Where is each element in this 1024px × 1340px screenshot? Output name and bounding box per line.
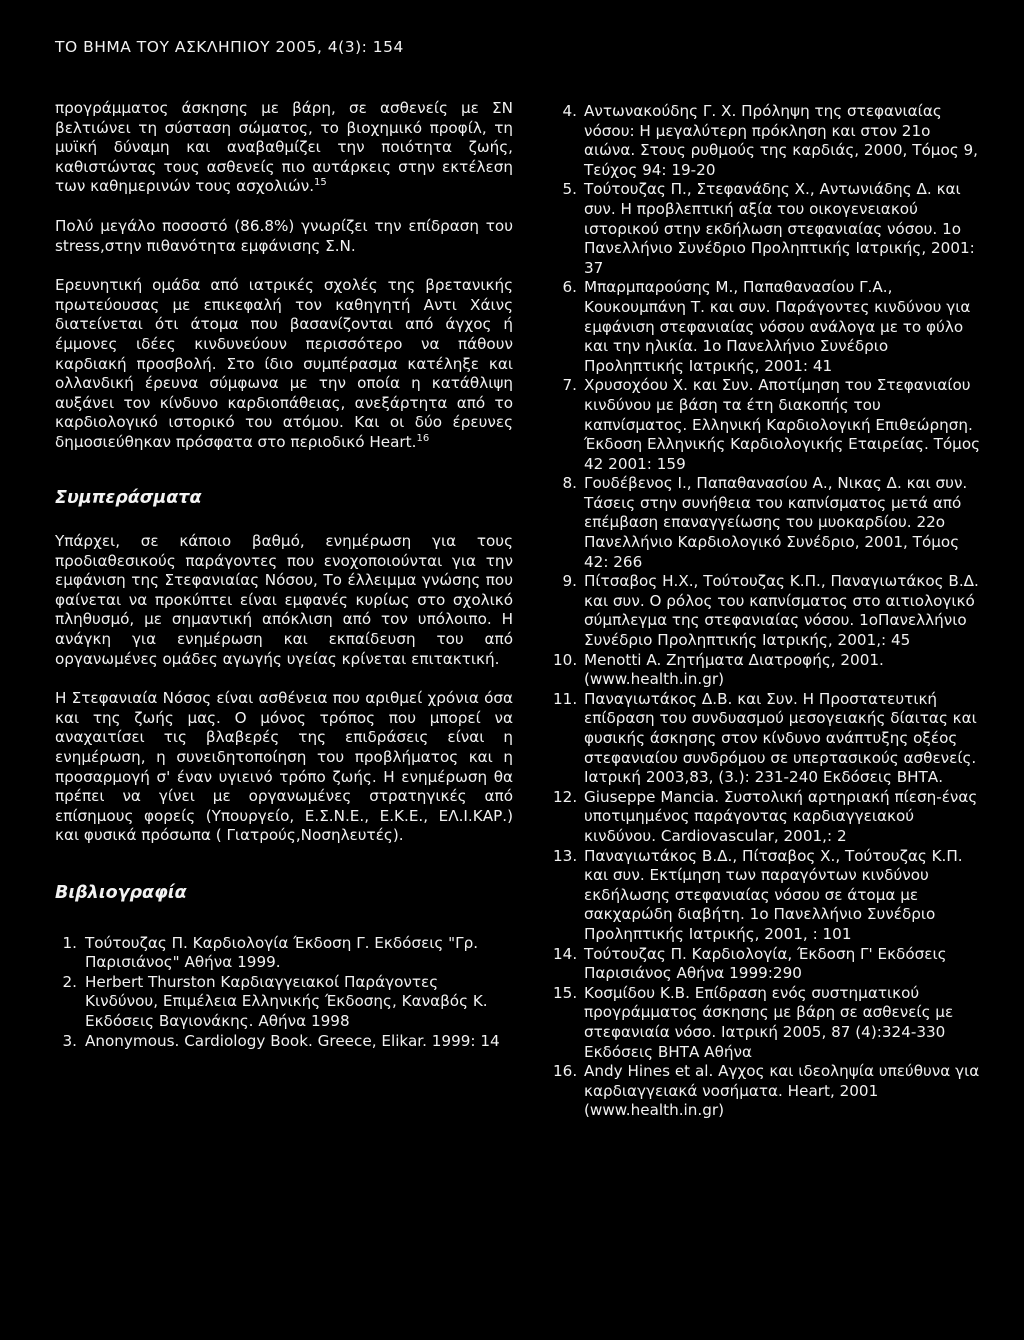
- reference-item: [553, 376, 983, 474]
- reference-text: Κοσμίδου Κ.Β. Επίδραση ενός συστηματικού προγράμματος άσκησης με βάρη σε ασθενείς με στεφανιαία νόσο. Ιατρική 2005, 87 (4):324-330 Εκδόσεις ΒΗΤΑ Αθήνα: [584, 983, 954, 1061]
- reference-item: [553, 651, 983, 690]
- body-paragraph: προγράμματος άσκησης με βάρη, σε ασθενείς με ΣΝ βελτιώνει τη σύσταση σώματος, το βιοχημικό προφίλ, τη μυϊκή δύναμη και αναβαθμίζει την ποιότητα ζωής, καθιστώντας τους ασθενείς πιο αυτάρκεις στην εκτέλεση των καθημερινών τους ασχολιών.$^{15}$: [55, 99, 513, 196]
- reference-number: 1.: [62, 933, 77, 952]
- reference-item: [553, 278, 983, 376]
- reference-number: 13.: [553, 846, 578, 865]
- body-paragraph: Ερευνητική ομάδα από ιατρικές σχολές της βρετανικής πρωτεύουσας με επικεφαλή τον καθηγητή Αντι Χάινς διατείνεται ότι άτομα που βασανίζονται από άγχος ή έμμονες ιδέες κινδυνεύουν περισσότερο να πάθουν καρδιακή προσβολή. Στο ίδιο συμπέρασμα κατέληξε και ολλανδική έρευνα σύμφωνα με την οποία η κατάθλιψη αυξάνει τον κίνδυνο καρδιοπάθειας, ανεξάρτητα από το καρδιολογικό ιστορικό του ατόμου. Και οι δύο έρευνες δημοσιεύθηκαν πρόσφατα στο περιοδικό Heart.$^{16}$: [55, 276, 513, 451]
- reference-number: 3.: [62, 1031, 77, 1050]
- reference-number: 11.: [553, 689, 578, 708]
- reference-number: 6.: [562, 278, 577, 297]
- left-column: [55, 99, 513, 1051]
- reference-text: Παναγιωτάκος Δ.Β. και Συν. Η Προστατευτική επίδραση του συνδυασμού μεσογειακής δίαιτας και φυσικής άσκησης στον κίνδυνο ανάπτυξης οξέος στεφανιαίου συνδρόμου σε υπερτασικούς ασθενείς. Ιατρική 2003,83, (3.): 231-240 Εκδόσεις ΒΗΤΑ.: [584, 689, 977, 787]
- reference-text: Giuseppe Mancia. Συστολική αρτηριακή πίεση-ένας υποτιμημένος παράγοντας καρδιαγγειακού κινδύνου. Cardiovascular, 2001,: 2: [584, 787, 978, 845]
- reference-number: 16.: [553, 1062, 578, 1081]
- citation-sup: 15: [314, 177, 327, 189]
- reference-text: Τούτουζας Π. Καρδιολογία, Έκδοση Γ' Εκδόσεις Παρισιάνος Αθήνα 1999:290: [584, 944, 947, 983]
- reference-text: Anonymous. Cardiology Book. Greece, Elikar. 1999: 14: [85, 1031, 500, 1050]
- reference-item: [553, 984, 983, 1062]
- reference-number: 7.: [562, 376, 577, 395]
- reference-number: 2.: [62, 972, 77, 991]
- reference-number: 15.: [553, 983, 578, 1002]
- reference-number: 12.: [553, 787, 578, 806]
- reference-text: Menotti A. Ζητήματα Διατροφής, 2001.(www.health.in.gr): [584, 650, 884, 689]
- reference-text: Andy Hines et al. Αγχος και ιδεοληψία υπεύθυνα για καρδιαγγειακά νοσήματα. Heart, 2001 (www.health.in.gr): [584, 1062, 980, 1120]
- reference-item: [553, 180, 983, 278]
- reference-text: Τούτουζας Π. Καρδιολογία Έκδοση Γ. Εκδόσεις "Γρ. Παρισιάνος" Αθήνα 1999.: [85, 933, 479, 972]
- reference-text: Αντωνακούδης Γ. Χ. Πρόληψη της στεφανιαίας νόσου: Η μεγαλύτερη πρόκληση και στον 21ο αιώνα. Στους ρυθμούς της καρδιάς, 2000, Τόμος 9, Τεύχος 94: 19-20: [584, 102, 978, 179]
- reference-text: Χρυσοχόου Χ. και Συν. Αποτίμηση του Στεφανιαίου κινδύνου με βάση τα έτη διακοπής του καπνίσματος. Ελληνική Καρδιολογική Επιθεώρηση. Έκδοση Ελληνικής Καρδιολογικής Εταιρείας. Τόμος 42 2001: 159: [584, 376, 981, 473]
- body-paragraph: Υπάρχει, σε κάποιο βαθμό, ενημέρωση για τους προδιαθεσικούς παράγοντες που ενοχοποιούνται για την εμφάνιση της Στεφανιαίας Νόσου, Το έλλειμμα γνώσης που φαίνεται να προκύπτει είναι εμφανές κυρίως στο σχολικό πληθυσμό, με σημαντική απόκλιση από τον υπόλοιπο. Η ανάγκη για ενημέρωση και εκπαίδευση του από οργανωμένες ομάδες αγωγής υγείας κρίνεται επιτακτική.: [55, 532, 513, 668]
- reference-item: [553, 690, 983, 788]
- section-heading-bibliography: Βιβλιογραφία: [55, 883, 187, 903]
- reference-number: 14.: [553, 944, 578, 963]
- reference-list: [55, 934, 513, 1052]
- reference-item: [553, 788, 983, 847]
- body-paragraph: Πολύ μεγάλο ποσοστό (86.8%) γνωρίζει την επίδραση του stress,στην πιθανότητα εμφάνισης Σ.Ν.: [55, 216, 513, 255]
- right-column: [553, 102, 983, 1121]
- reference-item: [553, 102, 983, 180]
- section-heading-conclusions: Συμπεράσματα: [55, 487, 202, 508]
- reference-number: 8.: [562, 474, 577, 493]
- running-header: ΤΟ ΒΗΜΑ ΤΟΥ ΑΣΚΛΗΠΙΟΥ 2005, 4(3): 154: [55, 38, 404, 56]
- reference-number: 10.: [553, 650, 578, 669]
- citation-sup: 16: [416, 432, 430, 444]
- reference-text: Μπαρμπαρούσης Μ., Παπαθανασίου Γ.Α., Κουκουμπάνη Τ. και συν. Παράγοντες κινδύνου για εμφάνιση στεφανιαίας νόσου ανάλογα με το φύλο και την ηλικία. 1ο Πανελλήνιο Συνέδριο Προληπτικής Ιατρικής, 2001: 41: [584, 278, 971, 375]
- reference-item: [553, 474, 983, 572]
- reference-item: [553, 1062, 983, 1121]
- body-paragraph: Η Στεφανιαία Νόσος είναι ασθένεια που αριθμεί χρόνια όσα και της ζωής μας. Ο μόνος τρόπος που μπορεί να αναχαιτίσει τις βλαβερές της επιδράσεις είναι η ενημέρωση, η συνειδητοποίηση του προβλήματος και η προσαρμογή σ' έναν υγιεινό τρόπο ζωής. Η ενημέρωση θα πρέπει να γίνει με οργανωμένες στρατηγικές από επίσημους φορείς (Υπουργείο, Ε.Σ.Ν.Ε., Ε.Κ.Ε., ΕΛ.Ι.ΚΑΡ.) και φυσικά πρόσωπα ( Γιατρούς,Νοσηλευτές).: [55, 689, 513, 845]
- reference-item: [553, 572, 983, 650]
- reference-text: Πίτσαβος Η.Χ., Τούτουζας Κ.Π., Παναγιωτάκος Β.Δ. και συν. Ο ρόλος του καπνίσματος στο αιτιολογικό σύμπλεγμα της στεφανιαίας νόσου. 1οΠανελλήνιο Συνέδριο Προληπτικής Ιατρικής, 2001,: 45: [584, 572, 979, 650]
- reference-text: Herbert Thurston Καρδιαγγειακοί Παράγοντες Κινδύνου, Επιμέλεια Ελληνικής Έκδοσης, Καναβός Κ. Εκδόσεις Βαγιονάκης. Αθήνα 1998: [85, 972, 488, 1030]
- reference-item: [55, 1032, 513, 1052]
- reference-list: [553, 102, 983, 1121]
- reference-number: 5.: [562, 180, 577, 199]
- reference-item: [553, 945, 983, 984]
- reference-item: [553, 847, 983, 945]
- reference-item: [55, 934, 513, 973]
- reference-text: Παναγιωτάκος Β.Δ., Πίτσαβος Χ., Τούτουζας Κ.Π. και συν. Εκτίμηση των παραγόντων κινδύνου εκδήλωσης στεφανιαίας νόσου σε άτομα με σακχαρώδη διαβήτη. 1ο Πανελλήνιο Συνέδριο Προληπτικής Ιατρικής, 2001, : 101: [584, 846, 963, 943]
- reference-number: 9.: [562, 572, 577, 591]
- reference-item: [55, 973, 513, 1032]
- reference-number: 4.: [562, 102, 577, 120]
- reference-text: Τούτουζας Π., Στεφανάδης Χ., Αντωνιάδης Δ. και συν. Η προβλεπτική αξία του οικογενειακού ιστορικού στην εκδήλωση στεφανιαίας νόσου. 1ο Πανελλήνιο Συνέδριο Προληπτικής Ιατρικής, 2001: 37: [584, 180, 975, 277]
- reference-text: Γουδέβενος Ι., Παπαθανασίου Α., Νικας Δ. και συν. Τάσεις στην συνήθεια του καπνίσματος μετά από επέμβαση επαναγγείωσης του μυοκαρδίου. 22ο Πανελλήνιο Καρδιολογικό Συνέδριο, 2001, Τόμος 42: 266: [584, 474, 968, 571]
